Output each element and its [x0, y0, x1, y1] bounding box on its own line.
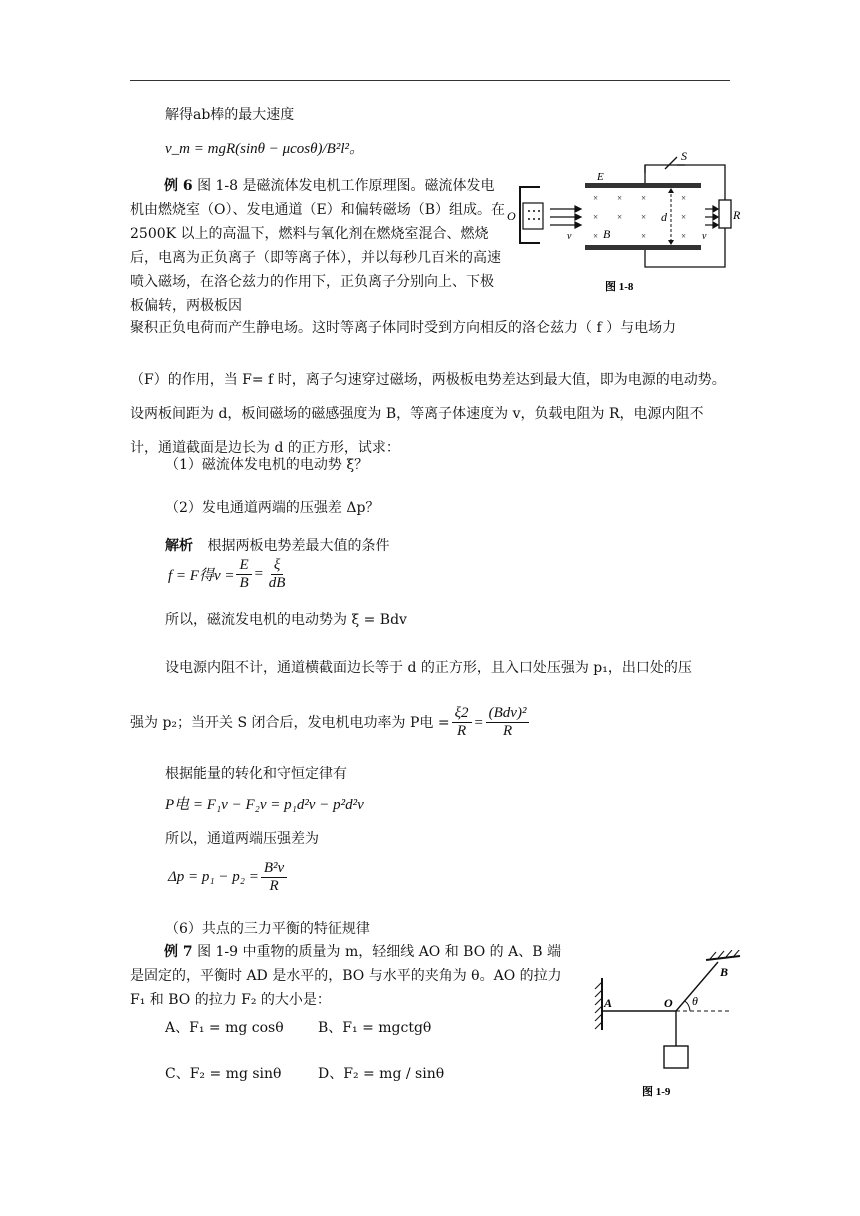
fig8-label-b: B: [603, 227, 611, 241]
header-rule: [130, 80, 730, 81]
fig8-label-e: E: [597, 171, 604, 183]
fig8-label-o: O: [507, 209, 516, 223]
fig8-label-s: S: [681, 149, 687, 163]
eq1-frac1-den: B: [239, 575, 249, 591]
svg-text:×: ×: [593, 193, 599, 203]
eq1-frac1-num: E: [236, 557, 251, 575]
dp-num: B²v: [261, 860, 287, 878]
fig8-label-vin: v: [567, 231, 572, 242]
example6-text-a: 图 1-8 是磁流体发电机工作原理图。磁流体发电机由燃烧室（O）、发电通道（E）和偏转磁场（B）组成。在 2500K 以上的高温下，燃料与氧化剂在燃烧室混合、燃烧后，电离为正负离子（即等离子体），并以每秒几百米的高速喷入磁场，在洛仑兹力的作用下，正负离子分别向上、下极板偏转，两极板因: [130, 178, 505, 314]
figure-1-9: [590, 950, 750, 1100]
example7-paragraph: [130, 940, 570, 1012]
fig8-label-r: R: [733, 208, 741, 222]
equation-1: f = F得v = $\frac{E}{B}$ = $\frac{\xi}{dB}$: [168, 557, 290, 592]
fig9-label-a: A: [604, 996, 613, 1010]
eq1-frac2-den: dB: [268, 575, 286, 591]
fig9-label-o: O: [664, 996, 673, 1010]
option-b: B、F₁ = mgctgθ: [318, 1020, 432, 1036]
dp-equation: [168, 860, 289, 895]
power-frac1-den: R: [456, 723, 467, 739]
fig8-caption: 图 1-8: [605, 281, 634, 293]
figure-1-8: [505, 145, 745, 295]
analysis-text: 根据两板电势差最大值的条件: [207, 538, 390, 554]
option-a: A、F₁ = mg cosθ: [165, 1020, 284, 1036]
example6-paragraph: [130, 174, 505, 318]
analysis-heading: [165, 536, 389, 556]
svg-text:×: ×: [593, 212, 599, 222]
fig9-caption: 图 1-9: [642, 1086, 671, 1098]
section-6-heading: （6）共点的三力平衡的特征规律: [165, 921, 370, 937]
analysis-label: 解析: [165, 538, 193, 554]
question-1: （1）磁流体发电机的电动势 ξ？: [165, 457, 369, 473]
example6-text-c: （F）的作用，当 F= f 时，离子匀速穿过磁场，两极板电势差达到最大值，即为电源的电动势。设两板间距为 d，板间磁场的磁感强度为 B，等离子体速度为 v，负载电阻为 R，电源内阻不计，通道截面是边长为 d 的正方形，试求：: [130, 372, 726, 456]
example7-label: 例 7: [164, 944, 193, 960]
fig9-label-b: B: [720, 965, 729, 979]
fig8-label-vout: v: [702, 231, 707, 242]
formula-vm: v_m = mgR(sinθ − μcosθ)/B²l²。: [165, 141, 364, 157]
so-text: 所以，通道两端压强差为: [165, 831, 319, 847]
svg-text:×: ×: [681, 193, 687, 203]
analysis-text-2: 设电源内阻不计，通道横截面边长等于 d 的正方形，且入口处压强为 p₁，出口处的压: [165, 660, 692, 676]
svg-text:×: ×: [681, 212, 687, 222]
power-frac1-num: ξ2: [452, 705, 472, 723]
eq1-left: f = F得v =: [168, 568, 235, 584]
power-balance: P电 = F₁v − F₂v = p₁d²v − p²d²v: [165, 797, 364, 813]
question-2: （2）发电通道两端的压强差 Δp？: [165, 500, 380, 516]
svg-text:×: ×: [641, 193, 647, 203]
eq1-frac2-num: ξ: [271, 557, 283, 575]
fig8-label-d: d: [661, 210, 667, 224]
fig9-label-theta: θ: [692, 994, 698, 1008]
option-c: C、F₂ = mg sinθ: [165, 1066, 282, 1082]
svg-text:×: ×: [641, 231, 647, 241]
svg-text:×: ×: [681, 231, 687, 241]
energy-text: 根据能量的转化和守恒定律有: [165, 766, 347, 782]
example7-text: 图 1-9 中重物的质量为 m，轻细线 AO 和 BO 的 A、B 端是固定的，平衡时 AD 是水平的，BO 与水平的夹角为 θ。AO 的拉力 F₁ 和 BO 的拉力 F₂ 的大小是：: [130, 944, 562, 1008]
power-eq-left: 强为 p₂；当开关 S 闭合后，发电机电功率为 P电 =: [130, 714, 450, 731]
dp-left: Δp = p₁ − p₂ =: [168, 869, 259, 885]
intro-line: 解得ab棒的最大速度: [165, 107, 295, 123]
svg-text:×: ×: [617, 212, 623, 222]
power-frac2-num: (Bdv)²: [486, 705, 530, 723]
power-frac2-den: R: [502, 723, 513, 739]
example6-text-b: 聚积正负电荷而产生静电场。这时等离子体同时受到方向相反的洛仑兹力（ f ）与电场力: [130, 320, 677, 336]
power-equation: 强为 p₂；当开关 S 闭合后，发电机电功率为 P电 = $\frac{\xi 2}{R}$ = $\frac{\text{(Bdv)²}}{R}$: [130, 705, 531, 740]
svg-text:×: ×: [593, 231, 599, 241]
svg-text:×: ×: [641, 212, 647, 222]
option-d: D、F₂ = mg / sinθ: [318, 1066, 445, 1082]
svg-text:×: ×: [617, 193, 623, 203]
dp-den: R: [269, 878, 279, 894]
result-emf: 所以，磁流发电机的电动势为 ξ = Bdv: [165, 612, 407, 628]
example6-label: 例 6: [164, 178, 193, 194]
